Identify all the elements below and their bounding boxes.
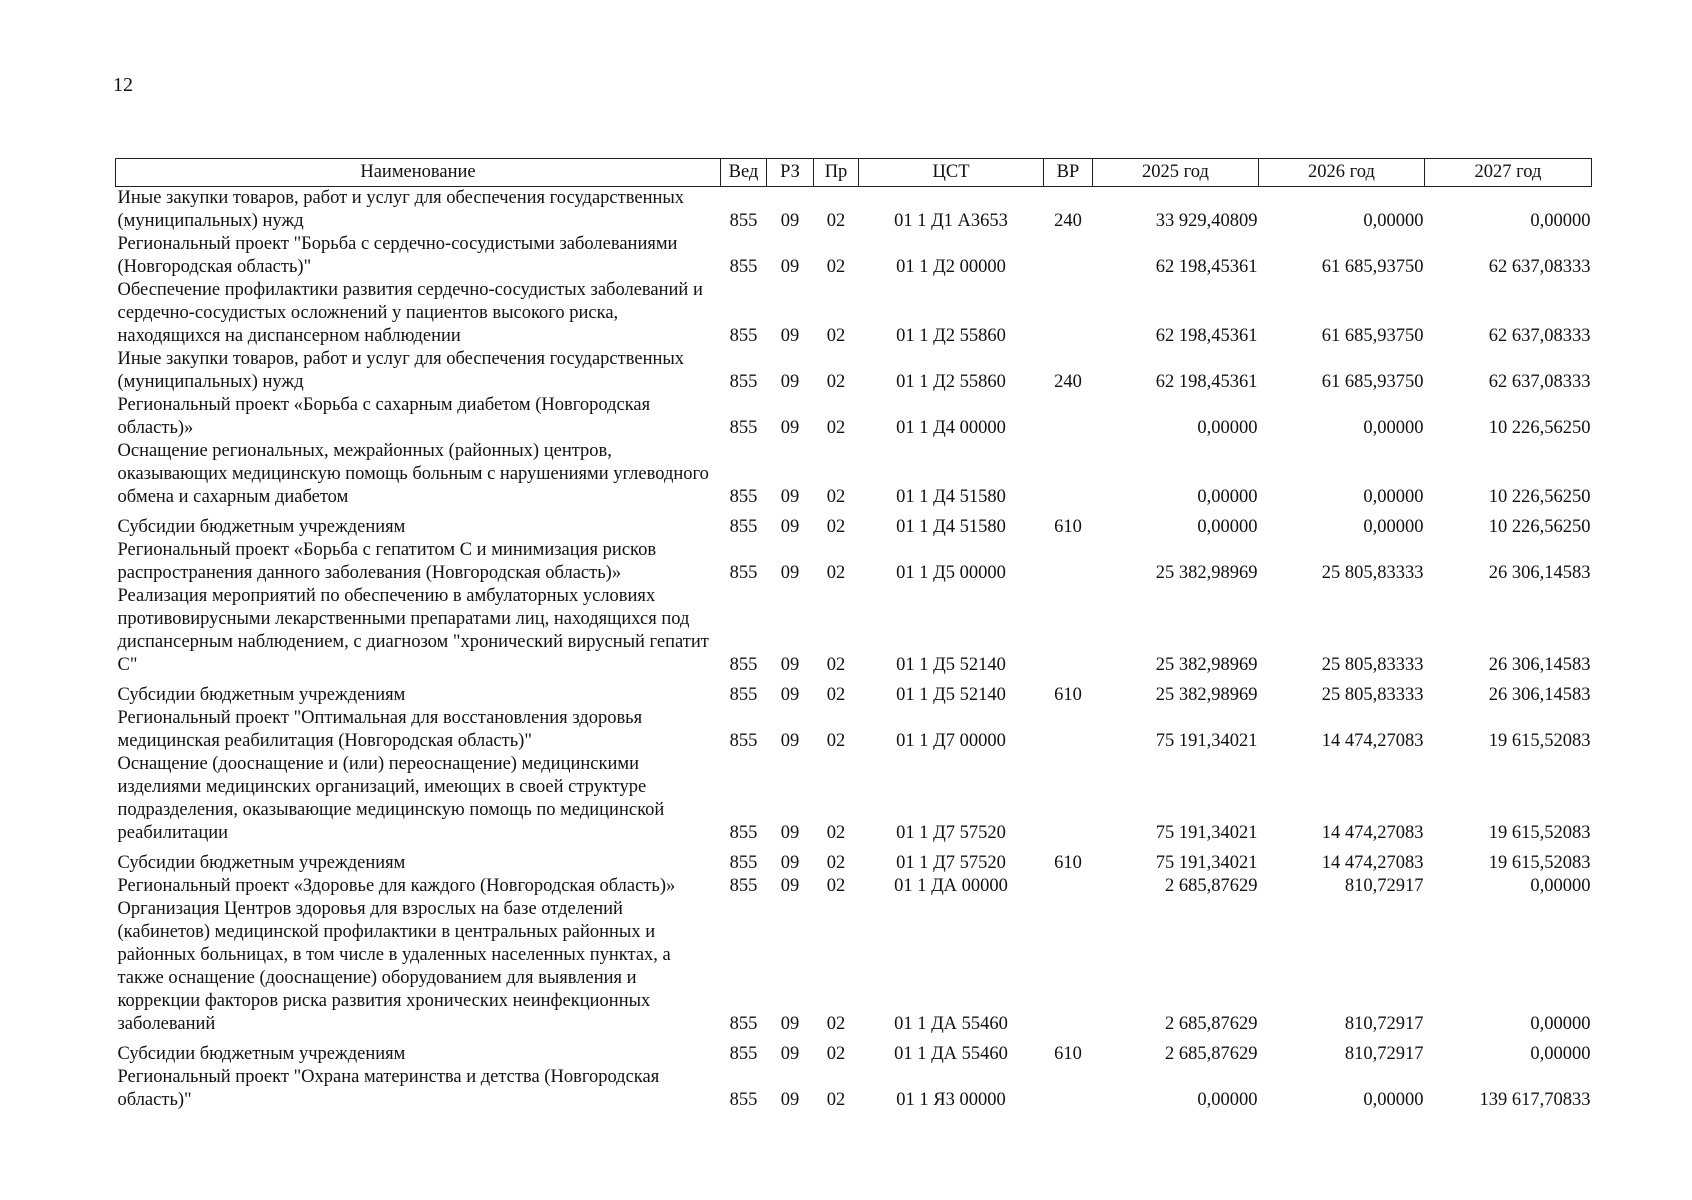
row-2027: 26 306,14583 (1488, 563, 1591, 583)
row-name: Иные закупки товаров, работ и услуг для обеспечения государственных (муниципальных) нужд (117, 188, 685, 231)
row-2027: 0,00000 (1530, 211, 1591, 231)
row-pr: 02 (826, 487, 846, 507)
row-cst: 01 1 Д2 55860 (896, 372, 1006, 392)
row-vr: 240 (1054, 211, 1082, 231)
row-2027: 62 637,08333 (1488, 257, 1591, 277)
table-row (116, 677, 1592, 707)
row-pr: 02 (826, 418, 846, 438)
row-pr: 02 (826, 853, 846, 873)
header-name: Наименование (116, 159, 721, 187)
row-cst: 01 1 Д4 00000 (896, 418, 1006, 438)
row-ved: 855 (729, 655, 758, 675)
row-2026: 61 685,93750 (1321, 326, 1424, 346)
row-cst: 01 1 Д5 00000 (896, 563, 1006, 583)
row-rz: 09 (780, 418, 800, 438)
table-row (116, 1036, 1592, 1066)
row-pr: 02 (826, 876, 846, 896)
row-vr (1044, 233, 1093, 279)
row-vr (1044, 707, 1093, 753)
row-pr: 02 (826, 685, 846, 705)
row-ved: 855 (729, 372, 758, 392)
header-2026: 2026 год (1259, 159, 1425, 187)
row-cst: 01 1 ДА 55460 (894, 1044, 1008, 1064)
table-row (116, 898, 1592, 1036)
row-2025: 2 685,87629 (1165, 1044, 1258, 1064)
row-2027: 62 637,08333 (1488, 372, 1591, 392)
row-rz: 09 (780, 563, 800, 583)
row-rz: 09 (780, 517, 800, 537)
row-name: Иные закупки товаров, работ и услуг для обеспечения государственных (муниципальных) нужд (117, 349, 685, 392)
row-2027: 10 226,56250 (1488, 517, 1591, 537)
row-2027: 26 306,14583 (1488, 655, 1591, 675)
row-name: Оснащение (дооснащение и (или) переоснащение) медицинскими изделиями медицинских организаций, имеющих в своей структуре подразделения, оказывающие медицинскую помощь по медицинской реабилитации (117, 754, 665, 843)
table-row (116, 279, 1592, 348)
row-name: Субсидии бюджетным учреждениям (117, 685, 406, 705)
row-2027: 19 615,52083 (1488, 731, 1591, 751)
table-row (116, 875, 1592, 898)
row-vr: 610 (1054, 1044, 1082, 1064)
row-pr: 02 (826, 326, 846, 346)
row-rz: 09 (780, 823, 800, 843)
table-row (116, 1066, 1592, 1112)
header-2027: 2027 год (1425, 159, 1592, 187)
row-pr: 02 (826, 372, 846, 392)
row-vr: 610 (1054, 685, 1082, 705)
row-vr (1044, 875, 1093, 898)
row-rz: 09 (780, 372, 800, 392)
row-2026: 25 805,83333 (1321, 655, 1424, 675)
row-2026: 25 805,83333 (1321, 685, 1424, 705)
row-rz: 09 (780, 853, 800, 873)
table-row (116, 707, 1592, 753)
row-ved: 855 (729, 326, 758, 346)
row-vr (1044, 753, 1093, 845)
row-rz: 09 (780, 487, 800, 507)
row-2026: 0,00000 (1363, 211, 1424, 231)
row-cst: 01 1 Д4 51580 (896, 487, 1006, 507)
row-vr: 610 (1054, 517, 1082, 537)
row-2026: 0,00000 (1363, 487, 1424, 507)
row-2027: 139 617,70833 (1479, 1090, 1591, 1110)
row-2026: 61 685,93750 (1321, 372, 1424, 392)
table-row (116, 509, 1592, 539)
row-cst: 01 1 Д7 00000 (896, 731, 1006, 751)
row-rz: 09 (780, 1014, 800, 1034)
row-name: Региональный проект "Оптимальная для восстановления здоровья медицинская реабилитация (Новгородская область)" (117, 708, 643, 751)
row-2027: 19 615,52083 (1488, 853, 1591, 873)
row-2027: 10 226,56250 (1488, 418, 1591, 438)
row-2026: 0,00000 (1363, 418, 1424, 438)
row-cst: 01 1 Д7 57520 (896, 853, 1006, 873)
header-vr: ВР (1044, 159, 1093, 187)
row-cst: 01 1 Я3 00000 (896, 1090, 1006, 1110)
row-pr: 02 (826, 1090, 846, 1110)
row-ved: 855 (729, 685, 758, 705)
row-vr (1044, 898, 1093, 1036)
row-vr: 610 (1054, 853, 1082, 873)
row-2025: 0,00000 (1197, 517, 1258, 537)
row-2026: 810,72917 (1344, 1044, 1424, 1064)
row-ved: 855 (729, 1044, 758, 1064)
row-pr: 02 (826, 731, 846, 751)
row-2025: 25 382,98969 (1155, 563, 1258, 583)
budget-table (115, 158, 1592, 1112)
row-rz: 09 (780, 876, 800, 896)
row-name: Региональный проект "Охрана материнства и детства (Новгородская область)" (117, 1067, 660, 1110)
row-name: Региональный проект «Борьба с сахарным диабетом (Новгородская область)» (117, 395, 651, 438)
row-2026: 14 474,27083 (1321, 823, 1424, 843)
row-cst: 01 1 ДА 00000 (894, 876, 1008, 896)
header-ved: Вед (721, 159, 767, 187)
row-rz: 09 (780, 211, 800, 231)
row-2026: 25 805,83333 (1321, 563, 1424, 583)
row-vr (1044, 1066, 1093, 1112)
row-ved: 855 (729, 487, 758, 507)
table-row (116, 585, 1592, 677)
row-2025: 0,00000 (1197, 1090, 1258, 1110)
row-2026: 810,72917 (1344, 1014, 1424, 1034)
header-2025: 2025 год (1093, 159, 1259, 187)
row-ved: 855 (729, 517, 758, 537)
row-pr: 02 (826, 1014, 846, 1034)
row-rz: 09 (780, 685, 800, 705)
row-2026: 61 685,93750 (1321, 257, 1424, 277)
row-2026: 810,72917 (1344, 876, 1424, 896)
row-2026: 14 474,27083 (1321, 731, 1424, 751)
row-2025: 25 382,98969 (1155, 685, 1258, 705)
row-2027: 0,00000 (1530, 876, 1591, 896)
row-name: Организация Центров здоровья для взрослых на базе отделений (кабинетов) медицинской профилактики в центральных районных и районных больницах, в том числе в удаленных населенных пунктах, а также оснащение (дооснащение) оборудованием для выявления и коррекции факторов риска развития хронических неинфекционных заболеваний (117, 899, 671, 1034)
row-2025: 75 191,34021 (1155, 853, 1258, 873)
row-cst: 01 1 Д7 57520 (896, 823, 1006, 843)
row-name: Региональный проект «Борьба с гепатитом С и минимизация рисков распространения данного заболевания (Новгородская область)» (117, 540, 657, 583)
row-name: Субсидии бюджетным учреждениям (117, 1044, 406, 1064)
page-number: 12 (113, 74, 133, 96)
table-row (116, 394, 1592, 440)
row-2025: 33 929,40809 (1155, 211, 1258, 231)
row-ved: 855 (729, 876, 758, 896)
row-2025: 62 198,45361 (1155, 372, 1258, 392)
row-2027: 19 615,52083 (1488, 823, 1591, 843)
row-ved: 855 (729, 1090, 758, 1110)
row-2025: 75 191,34021 (1155, 731, 1258, 751)
table-row (116, 187, 1592, 234)
row-cst: 01 1 Д1 А3653 (894, 211, 1008, 231)
row-cst: 01 1 Д2 55860 (896, 326, 1006, 346)
row-ved: 855 (729, 823, 758, 843)
row-ved: 855 (729, 211, 758, 231)
row-cst: 01 1 Д4 51580 (896, 517, 1006, 537)
table-row (116, 539, 1592, 585)
row-vr (1044, 440, 1093, 509)
table-row (116, 233, 1592, 279)
row-rz: 09 (780, 1090, 800, 1110)
row-name: Субсидии бюджетным учреждениям (117, 853, 406, 873)
table-header-row (116, 159, 1592, 187)
row-name: Оснащение региональных, межрайонных (районных) центров, оказывающих медицинскую помощь больным с нарушениями углеводного обмена и сахарным диабетом (117, 441, 709, 507)
row-vr (1044, 539, 1093, 585)
row-cst: 01 1 Д5 52140 (896, 655, 1006, 675)
row-pr: 02 (826, 211, 846, 231)
row-rz: 09 (780, 655, 800, 675)
table-row (116, 845, 1592, 875)
row-2025: 75 191,34021 (1155, 823, 1258, 843)
row-rz: 09 (780, 326, 800, 346)
row-2025: 25 382,98969 (1155, 655, 1258, 675)
header-cst: ЦСТ (859, 159, 1044, 187)
row-rz: 09 (780, 257, 800, 277)
row-ved: 855 (729, 1014, 758, 1034)
table-row (116, 753, 1592, 845)
row-vr (1044, 279, 1093, 348)
row-cst: 01 1 ДА 55460 (894, 1014, 1008, 1034)
row-pr: 02 (826, 823, 846, 843)
row-ved: 855 (729, 731, 758, 751)
row-2027: 10 226,56250 (1488, 487, 1591, 507)
row-2026: 0,00000 (1363, 517, 1424, 537)
row-ved: 855 (729, 563, 758, 583)
row-2026: 14 474,27083 (1321, 853, 1424, 873)
header-rz: РЗ (767, 159, 814, 187)
table-row (116, 348, 1592, 394)
row-2027: 62 637,08333 (1488, 326, 1591, 346)
row-ved: 855 (729, 853, 758, 873)
row-2025: 2 685,87629 (1165, 876, 1258, 896)
row-vr (1044, 585, 1093, 677)
row-ved: 855 (729, 418, 758, 438)
row-name: Обеспечение профилактики развития сердечно-сосудистых заболеваний и сердечно-сосудистых осложнений у пациентов высокого риска, находящихся на диспансерном наблюдении (117, 280, 703, 346)
row-2027: 26 306,14583 (1488, 685, 1591, 705)
row-pr: 02 (826, 517, 846, 537)
row-2027: 0,00000 (1530, 1044, 1591, 1064)
row-name: Субсидии бюджетным учреждениям (117, 517, 406, 537)
header-pr: Пр (814, 159, 859, 187)
row-cst: 01 1 Д5 52140 (896, 685, 1006, 705)
row-pr: 02 (826, 257, 846, 277)
row-name: Реализация мероприятий по обеспечению в амбулаторных условиях противовирусными лекарственными препаратами лиц, находящихся под диспансерным наблюдением, с диагнозом "хронический вирусный гепатит С" (117, 586, 709, 675)
row-pr: 02 (826, 655, 846, 675)
row-name: Региональный проект «Здоровье для каждого (Новгородская область)» (117, 876, 676, 896)
row-name: Региональный проект "Борьба с сердечно-сосудистыми заболеваниями (Новгородская область)" (117, 234, 678, 277)
row-cst: 01 1 Д2 00000 (896, 257, 1006, 277)
row-2025: 0,00000 (1197, 418, 1258, 438)
row-pr: 02 (826, 1044, 846, 1064)
table-row (116, 440, 1592, 509)
row-pr: 02 (826, 563, 846, 583)
row-rz: 09 (780, 1044, 800, 1064)
row-ved: 855 (729, 257, 758, 277)
row-2025: 62 198,45361 (1155, 326, 1258, 346)
row-vr (1044, 394, 1093, 440)
row-2027: 0,00000 (1530, 1014, 1591, 1034)
row-rz: 09 (780, 731, 800, 751)
row-vr: 240 (1054, 372, 1082, 392)
row-2025: 2 685,87629 (1165, 1014, 1258, 1034)
row-2025: 0,00000 (1197, 487, 1258, 507)
row-2026: 0,00000 (1363, 1090, 1424, 1110)
row-2025: 62 198,45361 (1155, 257, 1258, 277)
